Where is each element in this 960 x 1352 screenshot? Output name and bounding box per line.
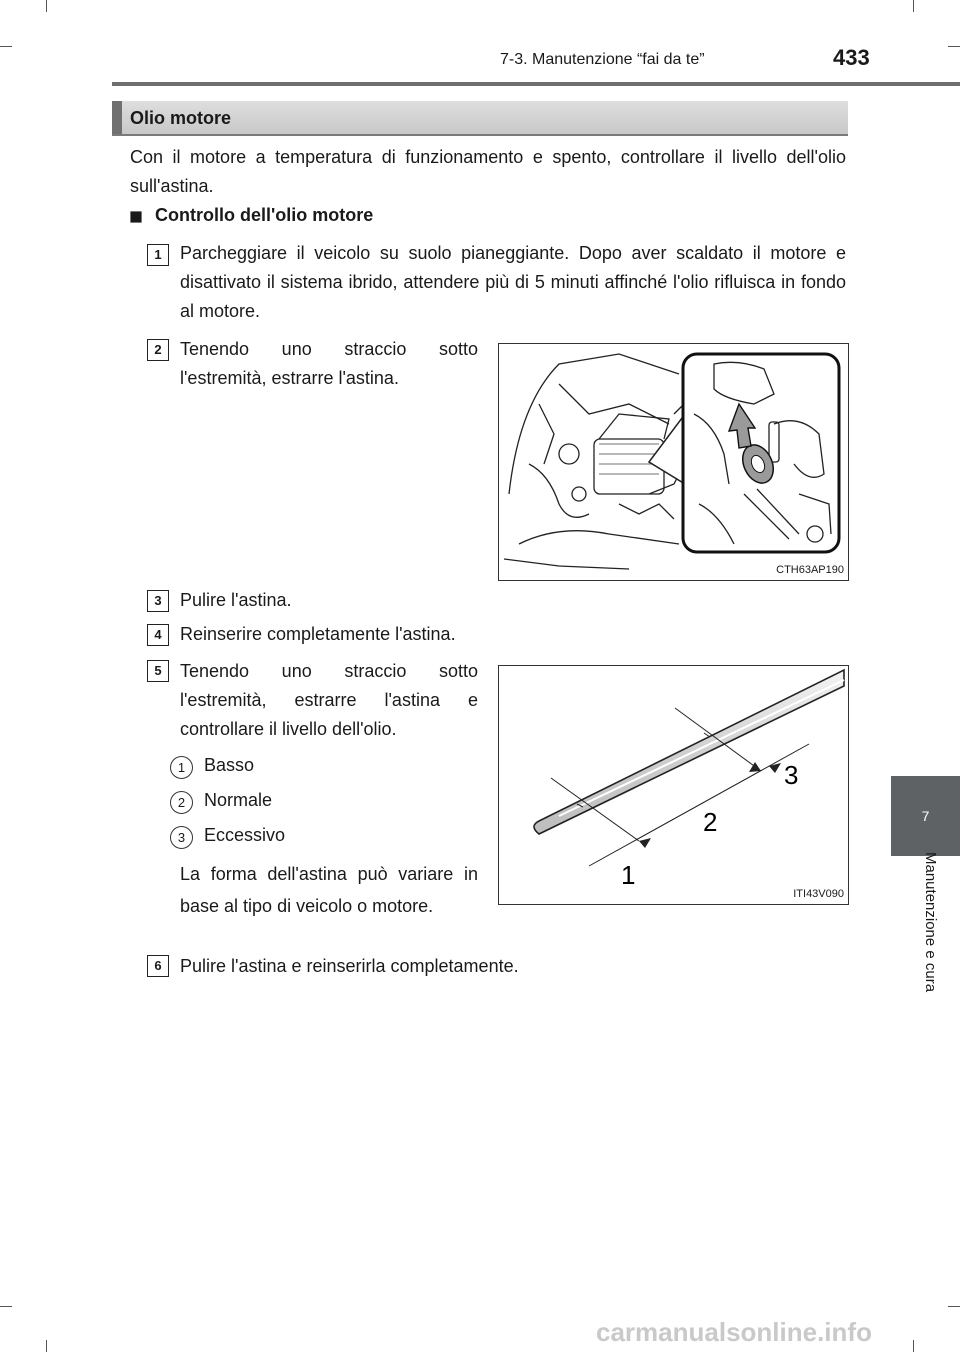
figure-code: ITI43V090 (793, 888, 844, 900)
callout-label: 1 (621, 860, 636, 890)
level-label: Basso (204, 755, 255, 775)
dipstick-illustration (499, 666, 848, 904)
note-paragraph: La forma dell'astina può variare in base al tipo di veicolo o motore. (180, 864, 478, 916)
step-number: 5 (147, 660, 169, 682)
level-number: 2 (170, 791, 193, 814)
step-number: 3 (147, 590, 169, 612)
section-heading-bar (112, 101, 122, 134)
crop-mark (0, 46, 12, 47)
level-label: Eccessivo (204, 825, 286, 845)
chapter-side-label: Manutenzione e cura (922, 852, 939, 993)
level-label: Normale (204, 790, 273, 810)
page-number: 433 (833, 45, 870, 70)
step-number: 6 (147, 955, 169, 977)
crop-mark (46, 1340, 47, 1352)
engine-figure (498, 343, 849, 581)
section-title: Olio motore (130, 108, 232, 128)
step-number: 4 (147, 624, 169, 646)
figure-code: CTH63AP190 (776, 564, 844, 576)
intro-paragraph: Con il motore a temperatura di funzionamento e spento, controllare il livello dell'olio sull'astina. (130, 147, 846, 196)
subsection-title: Controllo dell'olio motore (155, 205, 374, 225)
watermark: carmanualsonline.info (596, 1317, 872, 1347)
step-text: Parcheggiare il veicolo su suolo pianeggiante. Dopo aver scaldato il motore e disattivato il sistema ibrido, attendere più di 5 minuti affinché l'olio rifluisca in fondo al motore. (180, 243, 846, 321)
step-text: Tenendo uno straccio sotto l'estremità, estrarre l'astina e controllare il livello dell'olio. (180, 661, 478, 739)
step-text: Pulire l'astina. (180, 590, 292, 610)
step-text: Tenendo uno straccio sotto l'estremità, estrarre l'astina. (180, 339, 478, 388)
crop-mark (0, 1306, 12, 1307)
crop-mark (46, 0, 47, 12)
dipstick-figure (498, 665, 849, 905)
level-number: 3 (170, 826, 193, 849)
chapter-header: 7-3. Manutenzione “fai da te” (500, 51, 705, 68)
chapter-tab[interactable]: 7 (891, 776, 960, 856)
crop-mark (948, 1306, 960, 1307)
callout-label: 3 (784, 760, 799, 790)
header-rule (112, 82, 960, 86)
crop-mark (913, 0, 914, 12)
section-heading (112, 101, 848, 136)
callout-label: 2 (703, 807, 718, 837)
square-bullet-icon (130, 211, 141, 222)
step-text: Reinserire completamente l'astina. (180, 624, 456, 644)
crop-mark (948, 46, 960, 47)
crop-mark (913, 1340, 914, 1352)
engine-bay-illustration (499, 344, 848, 580)
step-text: Pulire l'astina e reinserirla completamente. (180, 956, 519, 976)
step-number: 1 (147, 244, 169, 266)
level-number: 1 (170, 756, 193, 779)
step-number: 2 (147, 339, 169, 361)
